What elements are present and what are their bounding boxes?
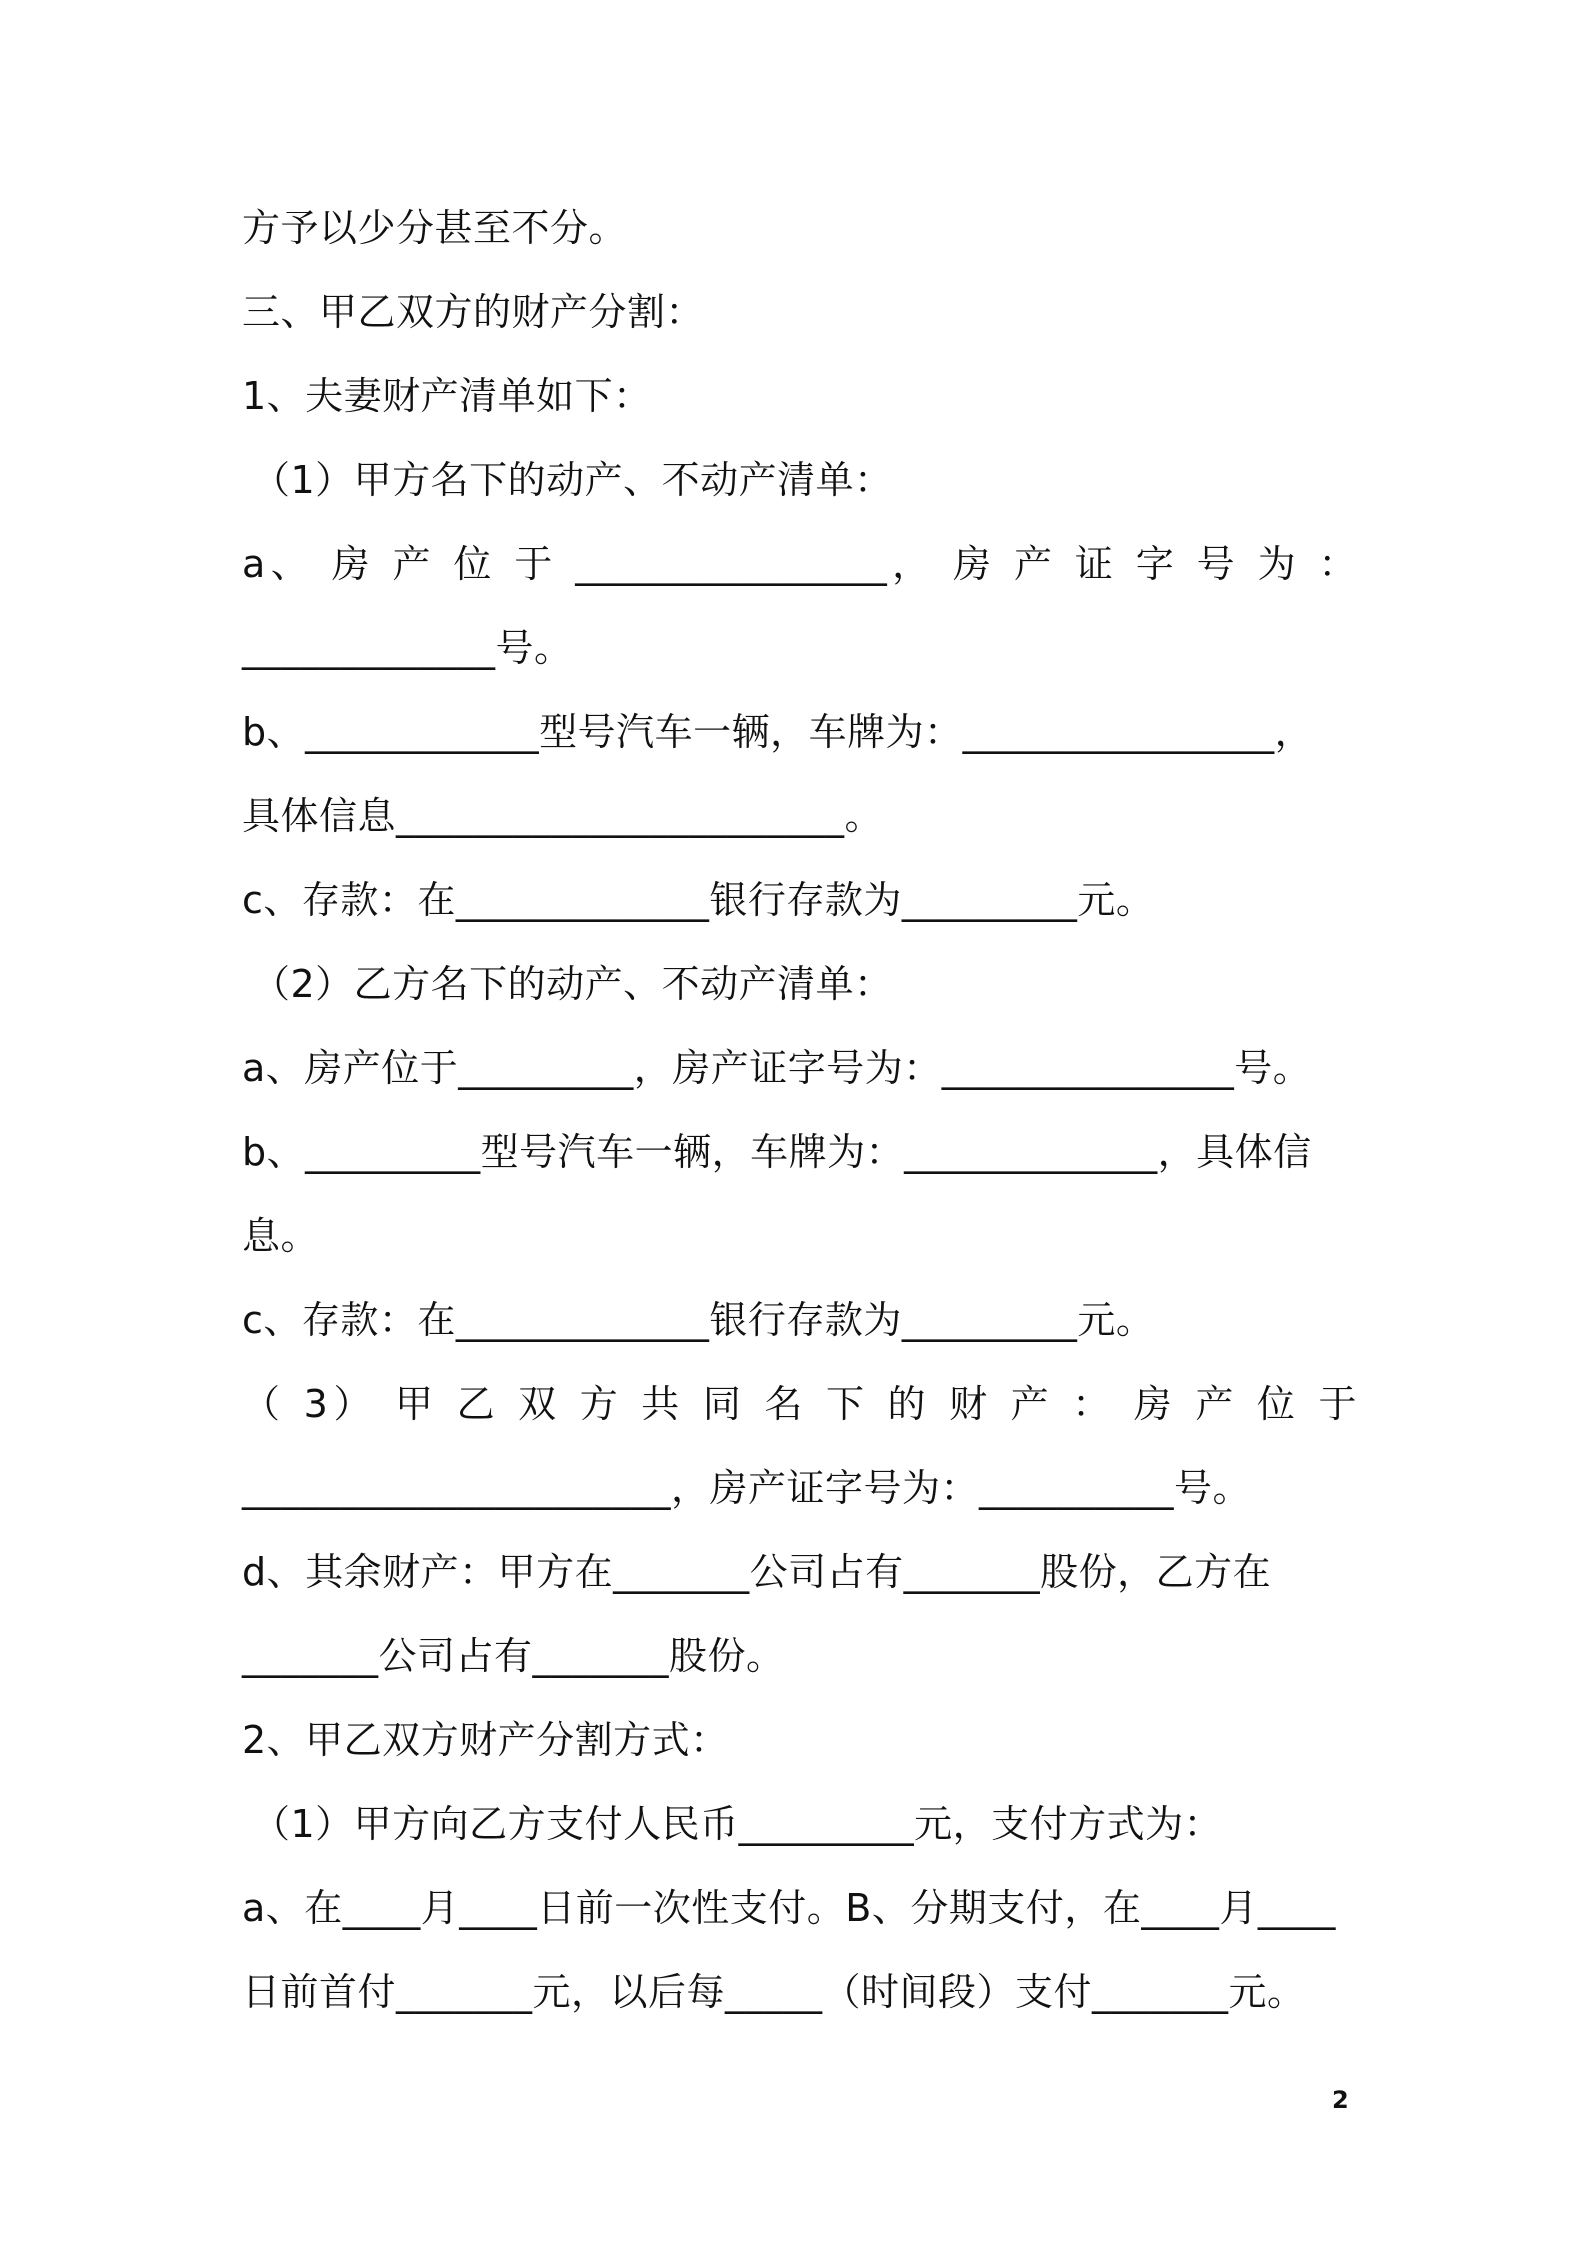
text-line-deposit-a: c、存款：在_____________银行存款为_________元。 xyxy=(242,878,1155,922)
subheading-party-a-assets: （1）甲方名下的动产、不动产清单： xyxy=(252,458,893,502)
text-line-house-a: a、 房 产 位 于 ________________， 房 产 证 字 号 为 ： xyxy=(242,542,1357,586)
text-line-car-a: b、____________型号汽车一辆，车牌为：________________， xyxy=(242,710,1314,754)
text-line-car-b-end: 息。 xyxy=(242,1214,320,1258)
text-line-deposit-b: c、存款：在_____________银行存款为_________元。 xyxy=(242,1298,1155,1342)
section-heading-3: 三、甲乙双方的财产分割： xyxy=(242,290,705,334)
text-line-joint-house: ______________________，房产证字号为：__________号。 xyxy=(242,1466,1252,1510)
subheading-property-list: 1、夫妻财产清单如下： xyxy=(242,374,652,418)
subheading-party-b-assets: （2）乙方名下的动产、不动产清单： xyxy=(252,962,893,1006)
subheading-division-method: 2、甲乙双方财产分割方式： xyxy=(242,1718,729,1762)
text-line-joint-property: （ 3） 甲 乙 双 方 共 同 名 下 的 财 产 ： 房 产 位 于 xyxy=(242,1382,1357,1426)
text-line-car-b: b、_________型号汽车一辆，车牌为：_____________，具体信 xyxy=(242,1130,1312,1174)
text-line-car-a-info: 具体信息_______________________。 xyxy=(242,794,884,838)
text-line-house-b: a、房产位于_________，房产证字号为：_______________号。 xyxy=(242,1046,1312,1090)
text-line-1: 方予以少分甚至不分。 xyxy=(242,206,628,250)
text-line-other-assets-end: _______公司占有_______股份。 xyxy=(242,1634,785,1678)
page-number: 2 xyxy=(1332,2086,1349,2114)
text-line-payment: （1）甲方向乙方支付人民币_________元，支付方式为： xyxy=(252,1802,1223,1846)
text-line-other-assets: d、其余财产：甲方在_______公司占有_______股份，乙方在 xyxy=(242,1550,1272,1594)
text-line-payment-installments: 日前首付_______元，以后每_____（时间段）支付_______元。 xyxy=(242,1970,1306,2014)
text-line-house-a-number: _____________号。 xyxy=(242,626,573,670)
text-line-payment-schedule: a、在____月____日前一次性支付。B、分期支付，在____月____ xyxy=(242,1886,1336,1930)
